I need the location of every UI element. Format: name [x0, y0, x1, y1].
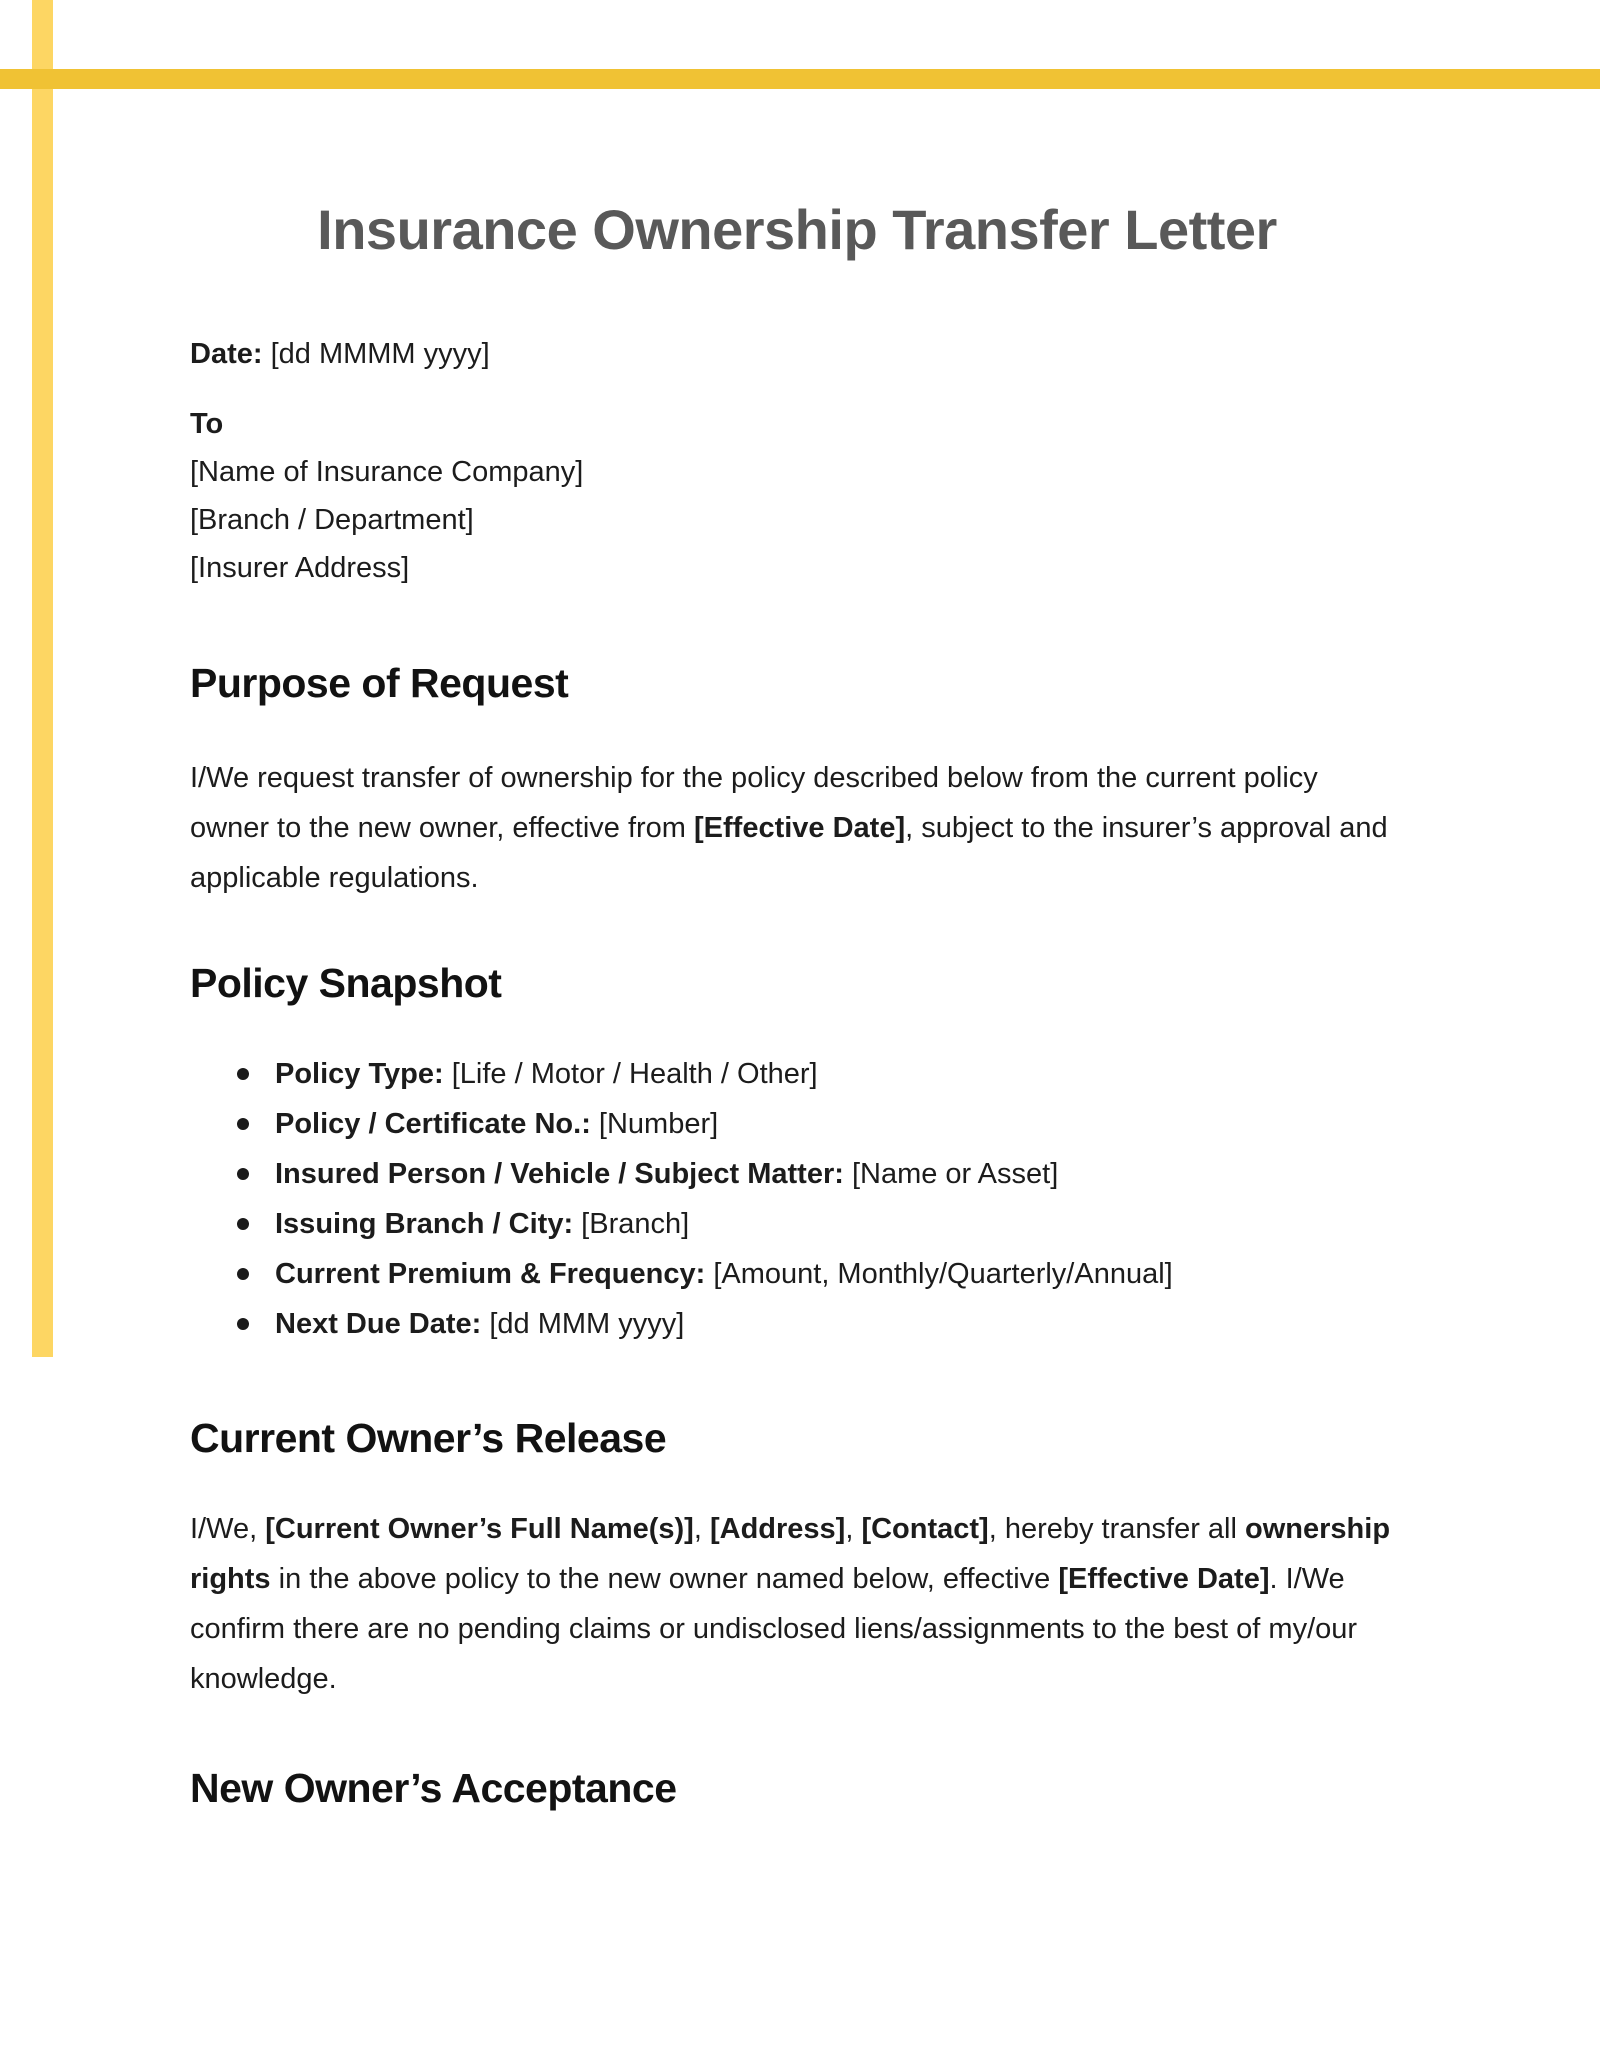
- text-segment: , hereby transfer all: [988, 1513, 1246, 1545]
- bullet-value: [Number]: [590, 1108, 719, 1140]
- bullet-label: Current Premium & Frequency:: [275, 1258, 706, 1290]
- text-segment-bold: [Effective Date]: [1058, 1563, 1270, 1595]
- recipient-line: [Name of Insurance Company]: [190, 456, 584, 488]
- list-item: [275, 1299, 1404, 1349]
- recipient-block: [190, 400, 1404, 592]
- letter-content: [190, 0, 1404, 1814]
- snapshot-heading: Policy Snapshot: [190, 960, 502, 1006]
- text-segment-bold: [Contact]: [861, 1513, 989, 1545]
- snapshot-list: [190, 1049, 1404, 1349]
- text-segment: ,: [693, 1513, 710, 1545]
- bullet-value: [Life / Motor / Health / Other]: [443, 1058, 818, 1090]
- bullet-label: Issuing Branch / City:: [275, 1208, 574, 1240]
- list-item: [275, 1199, 1404, 1249]
- text-segment-bold: [Current Owner’s Full Name(s)]: [265, 1513, 694, 1545]
- text-segment: I/We,: [190, 1513, 266, 1545]
- text-segment-bold: [Effective Date]: [694, 812, 906, 844]
- text-segment-bold: ownership rights: [190, 1513, 1391, 1595]
- left-accent-bar: [32, 0, 53, 1357]
- purpose-paragraph: [190, 753, 1404, 903]
- bullet-value: [Amount, Monthly/Quarterly/Annual]: [705, 1258, 1173, 1290]
- list-item: [275, 1049, 1404, 1099]
- date-value: [dd MMMM yyyy]: [262, 338, 490, 370]
- bullet-value: [Branch]: [573, 1208, 690, 1240]
- text-segment: in the above policy to the new owner named below, effective: [270, 1563, 1059, 1595]
- text-segment: I/We request transfer of ownership for the policy described below from the current policy owner to the new owner, effective from: [190, 762, 1318, 844]
- bullet-value: [dd MMM yyyy]: [481, 1308, 685, 1340]
- bullet-label: Next Due Date:: [275, 1308, 482, 1340]
- text-segment: ,: [845, 1513, 862, 1545]
- release-paragraph: [190, 1504, 1404, 1704]
- list-item: [275, 1149, 1404, 1199]
- recipient-line: [Insurer Address]: [190, 552, 410, 584]
- acceptance-heading: New Owner’s Acceptance: [190, 1765, 677, 1811]
- purpose-heading: Purpose of Request: [190, 660, 569, 706]
- list-item: [275, 1249, 1404, 1299]
- bullet-label: Insured Person / Vehicle / Subject Matter:: [275, 1158, 844, 1190]
- text-segment: . I/We confirm there are no pending claims or undisclosed liens/assignments to the best of my/our knowledge.: [190, 1563, 1358, 1695]
- bullet-value: [Name or Asset]: [843, 1158, 1059, 1190]
- recipient-line: [Branch / Department]: [190, 504, 474, 536]
- page-title: Insurance Ownership Transfer Letter: [317, 198, 1277, 261]
- text-segment-bold: [Address]: [709, 1513, 846, 1545]
- date-label: Date:: [190, 338, 263, 370]
- release-heading: Current Owner’s Release: [190, 1415, 667, 1461]
- bullet-label: Policy / Certificate No.:: [275, 1108, 591, 1140]
- list-item: [275, 1099, 1404, 1149]
- recipient-to-label: To: [190, 408, 224, 440]
- date-line: [190, 330, 1404, 378]
- bullet-label: Policy Type:: [275, 1058, 444, 1090]
- text-segment: , subject to the insurer’s approval and applicable regulations.: [190, 812, 1388, 894]
